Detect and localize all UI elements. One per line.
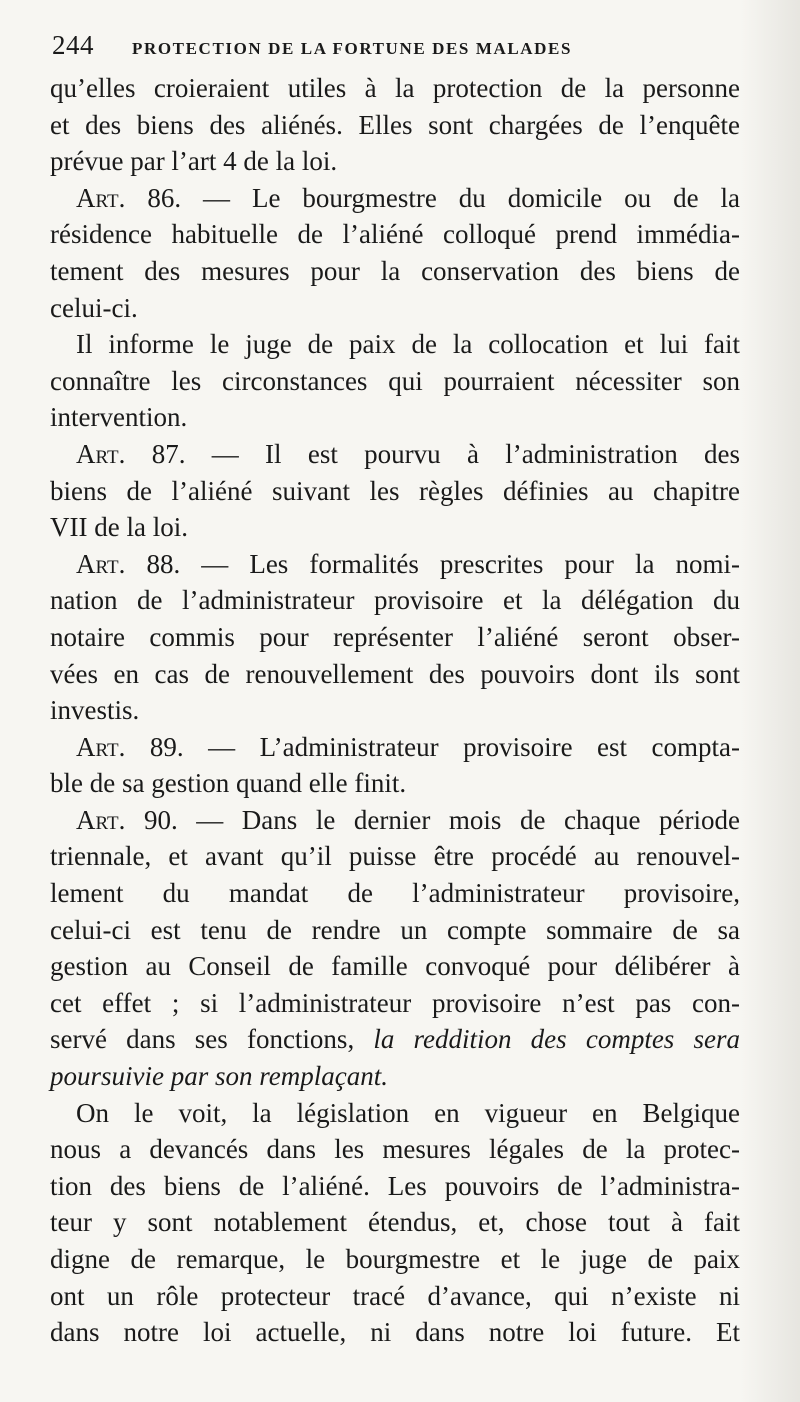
line-text: tement des mesures pour la conservation des biens de [50, 255, 740, 286]
line-text: celui-ci est tenu de rendre un compte sommaire de sa [50, 914, 740, 945]
line-text: servé dans ses fonctions, [50, 1024, 374, 1055]
text-line [50, 912, 740, 949]
text-line [50, 838, 740, 875]
line-text: ont un rôle protecteur tracé d’avance, qui n’existe ni [50, 1280, 740, 1311]
article-label: Art. [76, 182, 126, 213]
line-text: digne de remarque, le bourgmestre et le juge de paix [50, 1244, 740, 1274]
text-line [50, 107, 740, 144]
text-line [50, 436, 740, 473]
text-line [50, 1168, 740, 1205]
text-line [50, 1204, 740, 1241]
text-line [50, 729, 740, 766]
line-text: triennale, et avant qu’il puisse être procédé au renouvel- [50, 841, 740, 872]
article-label: Art. [76, 731, 126, 762]
page-header [52, 30, 752, 70]
text-line [50, 473, 740, 510]
text-line [50, 399, 740, 436]
running-title: PROTECTION DE LA FORTUNE DES MALADES [132, 39, 573, 58]
text-line [50, 1058, 740, 1095]
line-text: On le voit, la législation en vigueur en Belgique [76, 1097, 740, 1128]
line-text: investis. [50, 695, 140, 726]
text-line [50, 582, 740, 619]
line-text: notaire commis pour représenter l’aliéné seront obser- [50, 621, 740, 652]
line-text: 87. — Il est pourvu à l’administration des [125, 438, 740, 469]
article-label: Art. [76, 804, 126, 835]
text-line [50, 948, 740, 985]
text-line [50, 326, 740, 363]
text-line [50, 509, 740, 546]
article-label: Art. [76, 548, 126, 579]
line-text: cet effet ; si l’administrateur provisoire n’est pas con- [50, 987, 740, 1018]
line-text: et des biens des aliénés. Elles sont chargées de l’enquête [50, 109, 740, 140]
line-text: 86. — Le bourgmestre du domicile ou de la [125, 182, 740, 213]
line-text: intervention. [50, 402, 188, 433]
line-text: VII de la loi. [50, 512, 188, 543]
italic-text: la reddition des comptes sera [373, 1024, 740, 1055]
line-text: nation de l’administrateur provisoire et la délégation du [50, 585, 740, 616]
line-text: vées en cas de renouvellement des pouvoirs dont ils sont [50, 658, 740, 689]
line-text: celui-ci. [50, 292, 138, 323]
text-line [50, 546, 740, 583]
text-line [50, 143, 740, 180]
text-line [50, 1131, 740, 1168]
line-text: teur y sont notablement étendus, et, chose tout à fait [50, 1207, 740, 1238]
line-text: tion des biens de l’aliéné. Les pouvoirs de l’administra- [50, 1170, 740, 1201]
line-text: 89. — L’administrateur provisoire est compta- [125, 731, 740, 762]
line-text: dans notre loi actuelle, ni dans notre loi future. Et [50, 1317, 740, 1348]
text-line [50, 656, 740, 693]
page-number: 244 [52, 30, 94, 60]
line-text: connaître les circonstances qui pourraient nécessiter son [50, 365, 740, 396]
line-text: qu’elles croieraient utiles à la protection de la personne [50, 73, 740, 103]
line-text: nous a devancés dans les mesures légales de la protec- [50, 1134, 740, 1165]
text-line [50, 253, 740, 290]
text-line [50, 619, 740, 656]
line-text: 88. — Les formalités prescrites pour la nomi- [125, 548, 740, 579]
text-line [50, 692, 740, 729]
line-text: ble de sa gestion quand elle finit. [50, 768, 407, 799]
page-edge-shadow [740, 0, 800, 1402]
line-text: résidence habituelle de l’aliéné colloqué prend immédia- [50, 219, 740, 250]
text-line [50, 70, 740, 107]
text-line [50, 802, 740, 839]
text-line [50, 875, 740, 912]
article-label: Art. [76, 438, 126, 469]
line-text: gestion au Conseil de famille convoqué pour délibérer à [50, 951, 740, 982]
text-line [50, 1314, 740, 1351]
body-text [50, 70, 740, 1351]
text-line [50, 1021, 740, 1058]
line-text: lement du mandat de l’administrateur provisoire, [50, 878, 740, 909]
text-line [50, 363, 740, 400]
line-text: prévue par l’art 4 de la loi. [50, 146, 338, 177]
text-line [50, 1095, 740, 1132]
line-text: 90. — Dans le dernier mois de chaque période [125, 804, 740, 835]
italic-text: poursuivie par son remplaçant. [50, 1061, 388, 1092]
text-line [50, 1241, 740, 1278]
text-line [50, 180, 740, 217]
line-text: Il informe le juge de paix de la collocation et lui fait [76, 329, 740, 360]
text-line [50, 216, 740, 253]
text-line [50, 290, 740, 327]
text-line [50, 985, 740, 1022]
line-text: biens de l’aliéné suivant les règles définies au chapitre [50, 475, 740, 506]
text-line [50, 765, 740, 802]
text-line [50, 1278, 740, 1315]
